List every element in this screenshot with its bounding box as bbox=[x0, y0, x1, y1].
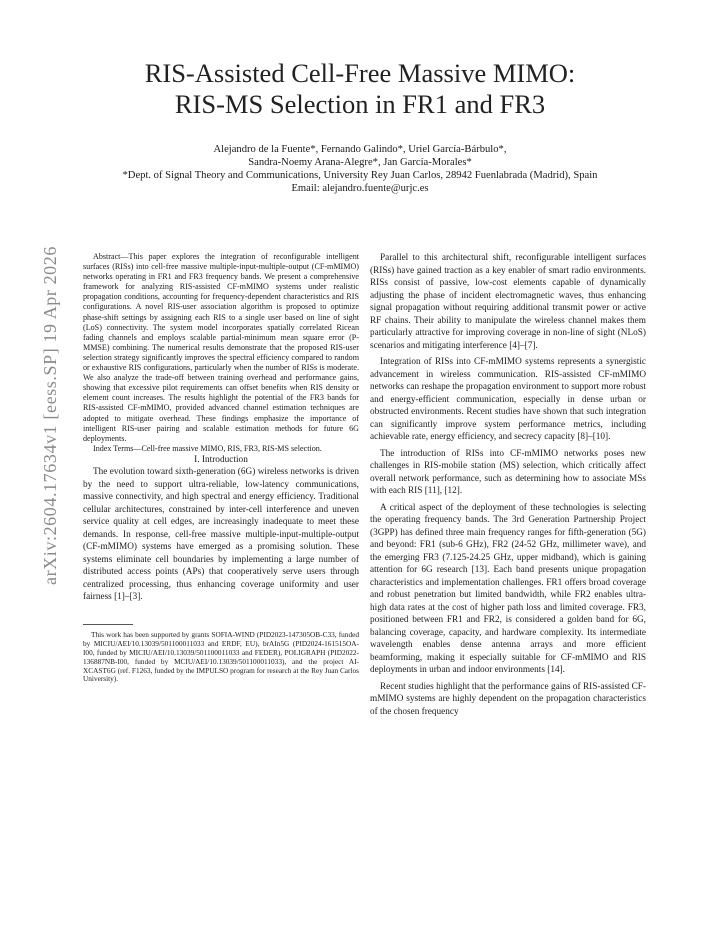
left-column bbox=[83, 252, 359, 684]
title-line-1: RIS-Assisted Cell-Free Massive MIMO: bbox=[144, 58, 576, 88]
authors-line-2: Sandra-Noemy Arana-Alegre*, Jan García-Morales* bbox=[248, 157, 472, 168]
paragraph-ris-integration: Integration of RISs into CF-mMIMO systems represents a synergistic advancement in wireless communication. RIS-assisted CF-mMIMO networks can reshape the propagation environment to support more robust and energy-efficient communication, especially in dense urban or obstructed environments. Recent studies have shown that such integration can significantly improve system performance metrics, including achievable rate, energy efficiency, and secrecy capacity [8]–[10]. bbox=[370, 357, 646, 442]
email: Email: alejandro.fuente@urjc.es bbox=[291, 183, 429, 194]
intro-paragraph-1: The evolution toward sixth-generation (6G) wireless networks is driven by the need to support ultra-reliable, low-latency communications, massive connectivity, and high spectral and energy efficiency. Traditional cellular architectures, constrained by inter-cell interference and uneven service quality at cell edges, are increasingly inadequate to meet these demands. In response, cell-free massive multiple-input-multiple-output (CF-mMIMO) systems have emerged as a promising solution. These systems eliminate cell boundaries by implementing a large number of distributed access points (APs) that cooperatively serve users through centralized processing, thus enhancing coverage uniformity and user fairness [1]–[3]. bbox=[83, 467, 359, 603]
funding-footnote: This work has been supported by grants SOFIA-WIND (PID2023-147305OB-C33, funded by MICIU/AEI/10.13039/501100011033 and ERDF, EU), brAIn5G (PID2024-161515OA-I00, funded by MICIU/AEI/10.13039/501100011033 and FEDER), POLIGRAPH (PID2022-136887NB-I00, funded by MCIU/AEI/10.13039/501100011033), and the project AI-XCAST6G (ref. F1263, funded by the IMPULSO program for research at the Rey Juan Carlos University). bbox=[83, 629, 359, 684]
right-column bbox=[370, 252, 646, 718]
paper-title bbox=[72, 58, 648, 120]
paragraph-performance-gains: Recent studies highlight that the performance gains of RIS-assisted CF-mMIMO systems are highly dependent on the propagation characteristics of the chosen frequency bbox=[370, 681, 646, 717]
author-block bbox=[72, 143, 648, 195]
affiliation: *Dept. of Signal Theory and Communications, University Rey Juan Carlos, 28942 Fuenlabrada (Madrid), Spain bbox=[122, 170, 598, 181]
index-terms: Index Terms—Cell-free massive MIMO, RIS, FR3, RIS-MS selection. bbox=[93, 443, 322, 453]
abstract bbox=[83, 252, 359, 454]
paragraph-ris-ms-selection: The introduction of RISs into CF-mMIMO networks poses new challenges in RIS-mobile station (MS) selection, which critically affect overall network performance, such as determining how to associate MSs with each RIS [11], [12]. bbox=[370, 448, 646, 496]
title-line-2: RIS-MS Selection in FR1 and FR3 bbox=[174, 89, 546, 119]
paragraph-ris-background: Parallel to this architectural shift, reconfigurable intelligent surfaces (RISs) have gained traction as a key enabler of smart radio environments. RISs consist of passive, low-cost elements capable of dynamically adjusting the phase of incident electromagnetic waves, thus enhancing signal propagation without requiring additional transmit power or active RF chains. Their ability to manipulate the wireless channel makes them particularly attractive for improving coverage in non-line of sight (NLoS) scenarios and mitigating interference [4]–[7]. bbox=[370, 253, 646, 351]
footnote-divider bbox=[83, 624, 133, 625]
paragraph-frequency-bands: A critical aspect of the deployment of these technologies is selecting the operating frequency bands. The 3rd Generation Partnership Project (3GPP) has defined three main frequency ranges for fifth-generation (5G) and beyond: FR1 (sub-6 GHz), FR2 (24-52 GHz, millimeter wave), and the emerging FR3 (7.125-24.25 GHz, upper midband), which is gaining attention for 6G research [13]. Each band presents unique propagation characteristics and implementation challenges. FR1 offers broad coverage and robust penetration but limited bandwidth, while FR2 enables ultra-high data rates at the cost of higher path loss and limited coverage. FR3, positioned between FR1 and FR2, is considered a golden band for 6G, balancing coverage, capacity, and hardware complexity. Its intermediate wavelength enables dense antenna arrays and more efficient beamforming, making it especially suitable for CF-mMIMO and RIS deployments in urban and indoor environments [14]. bbox=[370, 502, 646, 675]
section-heading-introduction: I. Introduction bbox=[194, 454, 248, 465]
arxiv-identifier: arXiv:2604.17634v1 [eess.SP] 19 Apr 2026 bbox=[40, 246, 60, 585]
authors-line-1: Alejandro de la Fuente*, Fernando Galindo*, Uriel García-Bárbulo*, bbox=[213, 144, 507, 155]
abstract-text: Abstract—This paper explores the integration of reconfigurable intelligent surfaces (RISs) into cell-free massive multiple-input-multiple-output (CF-mMIMO) networks operating in FR1 and FR3 frequency bands. We present a comprehensive framework for analyzing RIS-assisted CF-mMIMO systems under realistic propagation conditions, accounting for frequency-dependent characteristics and RIS configurations. A novel RIS-user association algorithm is proposed to optimize phase-shift settings by assigning each RIS to a single user based on line of sight (LoS) connectivity. The system model incorporates spatially correlated Ricean fading channels and employs scalable partial-minimum mean square error (P-MMSE) combining. The numerical results demonstrate that the proposed RIS-user selection strategy significantly improves the spectral efficiency compared to random or exhaustive RIS configurations, particularly when the number of RISs is moderate. We also analyze the trade-off between training overhead and performance gains, showing that excessive pilot requirements can offset benefits when RIS density or element count increases. The results highlight the potential of the FR3 bands for RIS-assisted CF-mMIMO, provided advanced channel estimation techniques are adopted to mitigate overhead. These findings emphasize the importance of intelligent RIS-user pairing and scalable estimation methods for future 6G deployments. bbox=[83, 252, 359, 443]
